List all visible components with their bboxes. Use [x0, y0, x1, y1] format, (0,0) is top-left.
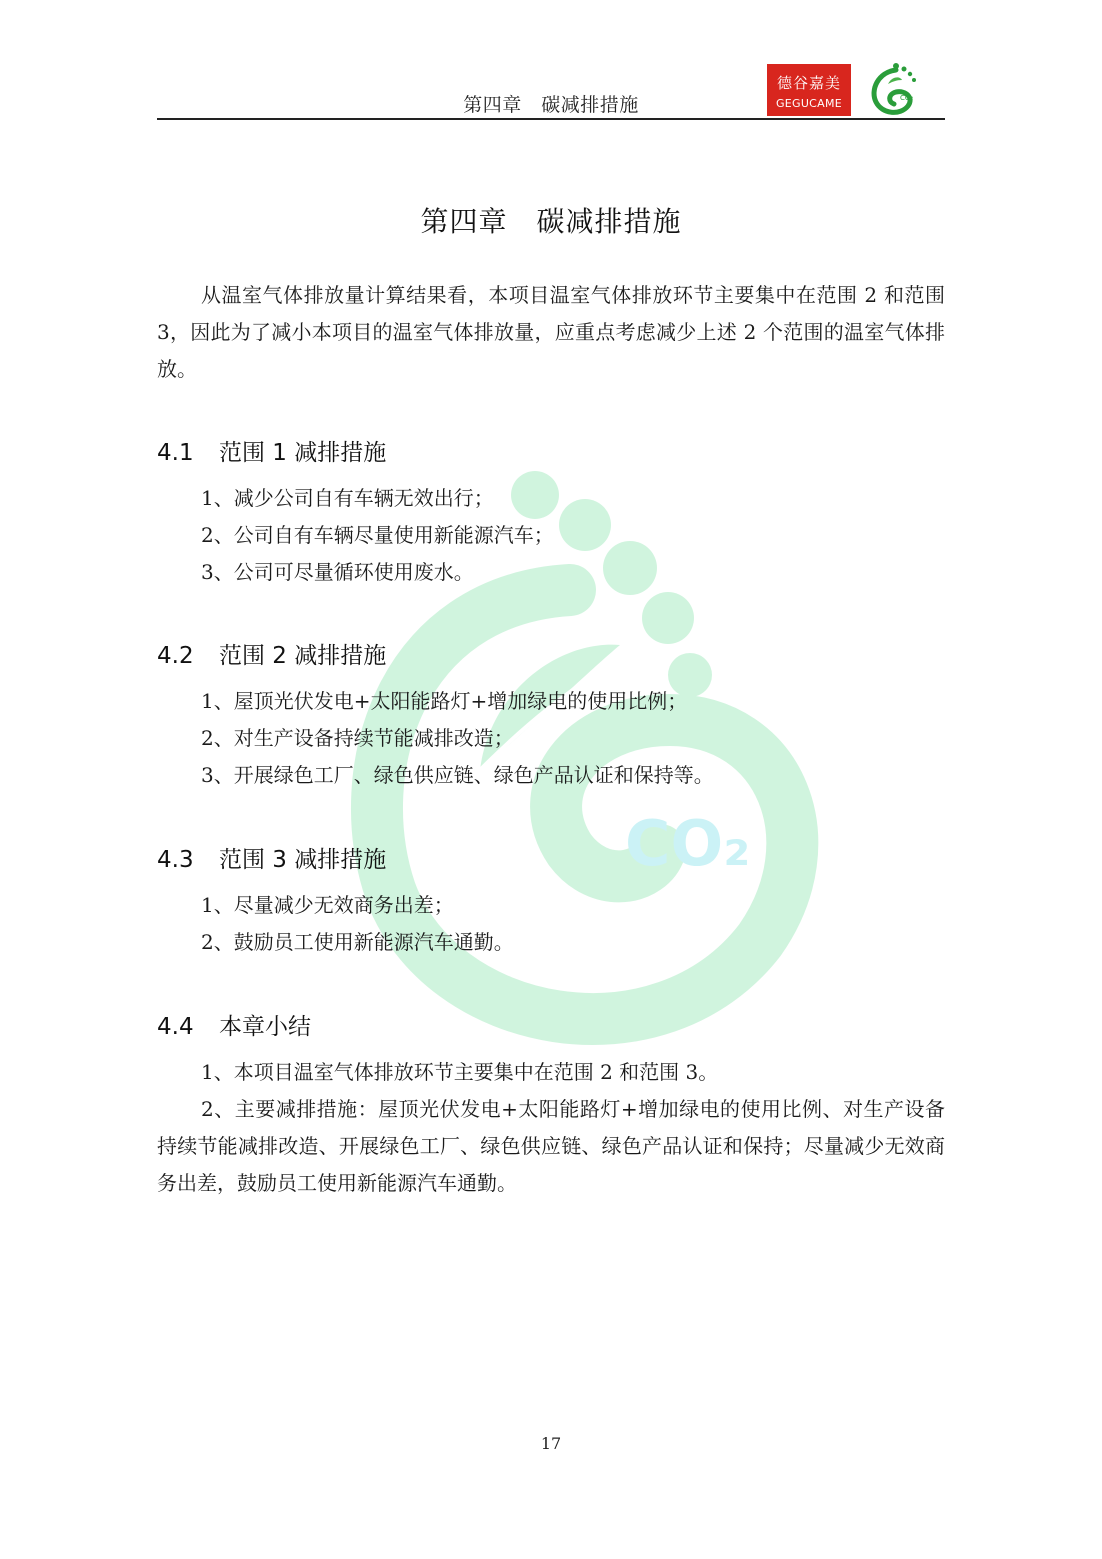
watermark-co2-label: CO₂ — [625, 807, 751, 880]
header-divider — [157, 118, 945, 120]
logo-english-name: GEGUCAME — [775, 97, 843, 110]
list-item: 1、减少公司自有车辆无效出行； — [201, 486, 494, 510]
running-header-title: 第四章 碳减排措施 — [463, 94, 639, 116]
section-title: 范围 1 减排措施 — [219, 440, 387, 466]
section-heading-4-3 — [157, 841, 386, 874]
section-heading-4-2 — [157, 637, 386, 670]
page-number: 17 — [540, 1434, 562, 1453]
list-item: 1、屋顶光伏发电+太阳能路灯+增加绿电的使用比例； — [201, 689, 688, 713]
list-item: 2、公司自有车辆尽量使用新能源汽车； — [201, 523, 554, 547]
section-heading-4-1 — [157, 434, 386, 467]
section-number: 4.1 — [157, 440, 194, 466]
co2-footprint-icon — [866, 62, 924, 120]
list-item: 2、对生产设备持续节能减排改造； — [201, 726, 514, 750]
section-title: 范围 2 减排措施 — [219, 643, 387, 669]
chapter-title: 第四章 碳减排措施 — [420, 205, 682, 238]
list-item: 3、开展绿色工厂、绿色供应链、绿色产品认证和保持等。 — [201, 763, 714, 787]
summary-paragraph: 2、主要减排措施：屋顶光伏发电+太阳能路灯+增加绿电的使用比例、对生产设备持续节能减排改造、开展绿色工厂、绿色供应链、绿色产品认证和保持；尽量减少无效商务出差，鼓励员工使用新能源汽车通勤。 — [157, 1097, 945, 1195]
section-number: 4.3 — [157, 847, 194, 873]
section-title: 本章小结 — [219, 1014, 311, 1040]
section-number: 4.4 — [157, 1014, 194, 1040]
section-title: 范围 3 减排措施 — [219, 847, 387, 873]
company-logo — [767, 64, 851, 116]
list-item: 1、本项目温室气体排放环节主要集中在范围 2 和范围 3。 — [201, 1060, 719, 1084]
foot-logo-co2-label: CO₂ — [900, 94, 914, 102]
logo-chinese-name: 德谷嘉美 — [776, 74, 841, 92]
intro-paragraph: 从温室气体排放量计算结果看，本项目温室气体排放环节主要集中在范围 2 和范围 3，因此为了减小本项目的温室气体排放量，应重点考虑减少上述 2 个范围的温室气体排放。 — [157, 283, 945, 381]
list-item: 3、公司可尽量循环使用废水。 — [201, 560, 474, 584]
list-item: 1、尽量减少无效商务出差； — [201, 893, 454, 917]
section-heading-4-4 — [157, 1008, 311, 1041]
list-item: 2、鼓励员工使用新能源汽车通勤。 — [201, 930, 514, 954]
section-number: 4.2 — [157, 643, 194, 669]
